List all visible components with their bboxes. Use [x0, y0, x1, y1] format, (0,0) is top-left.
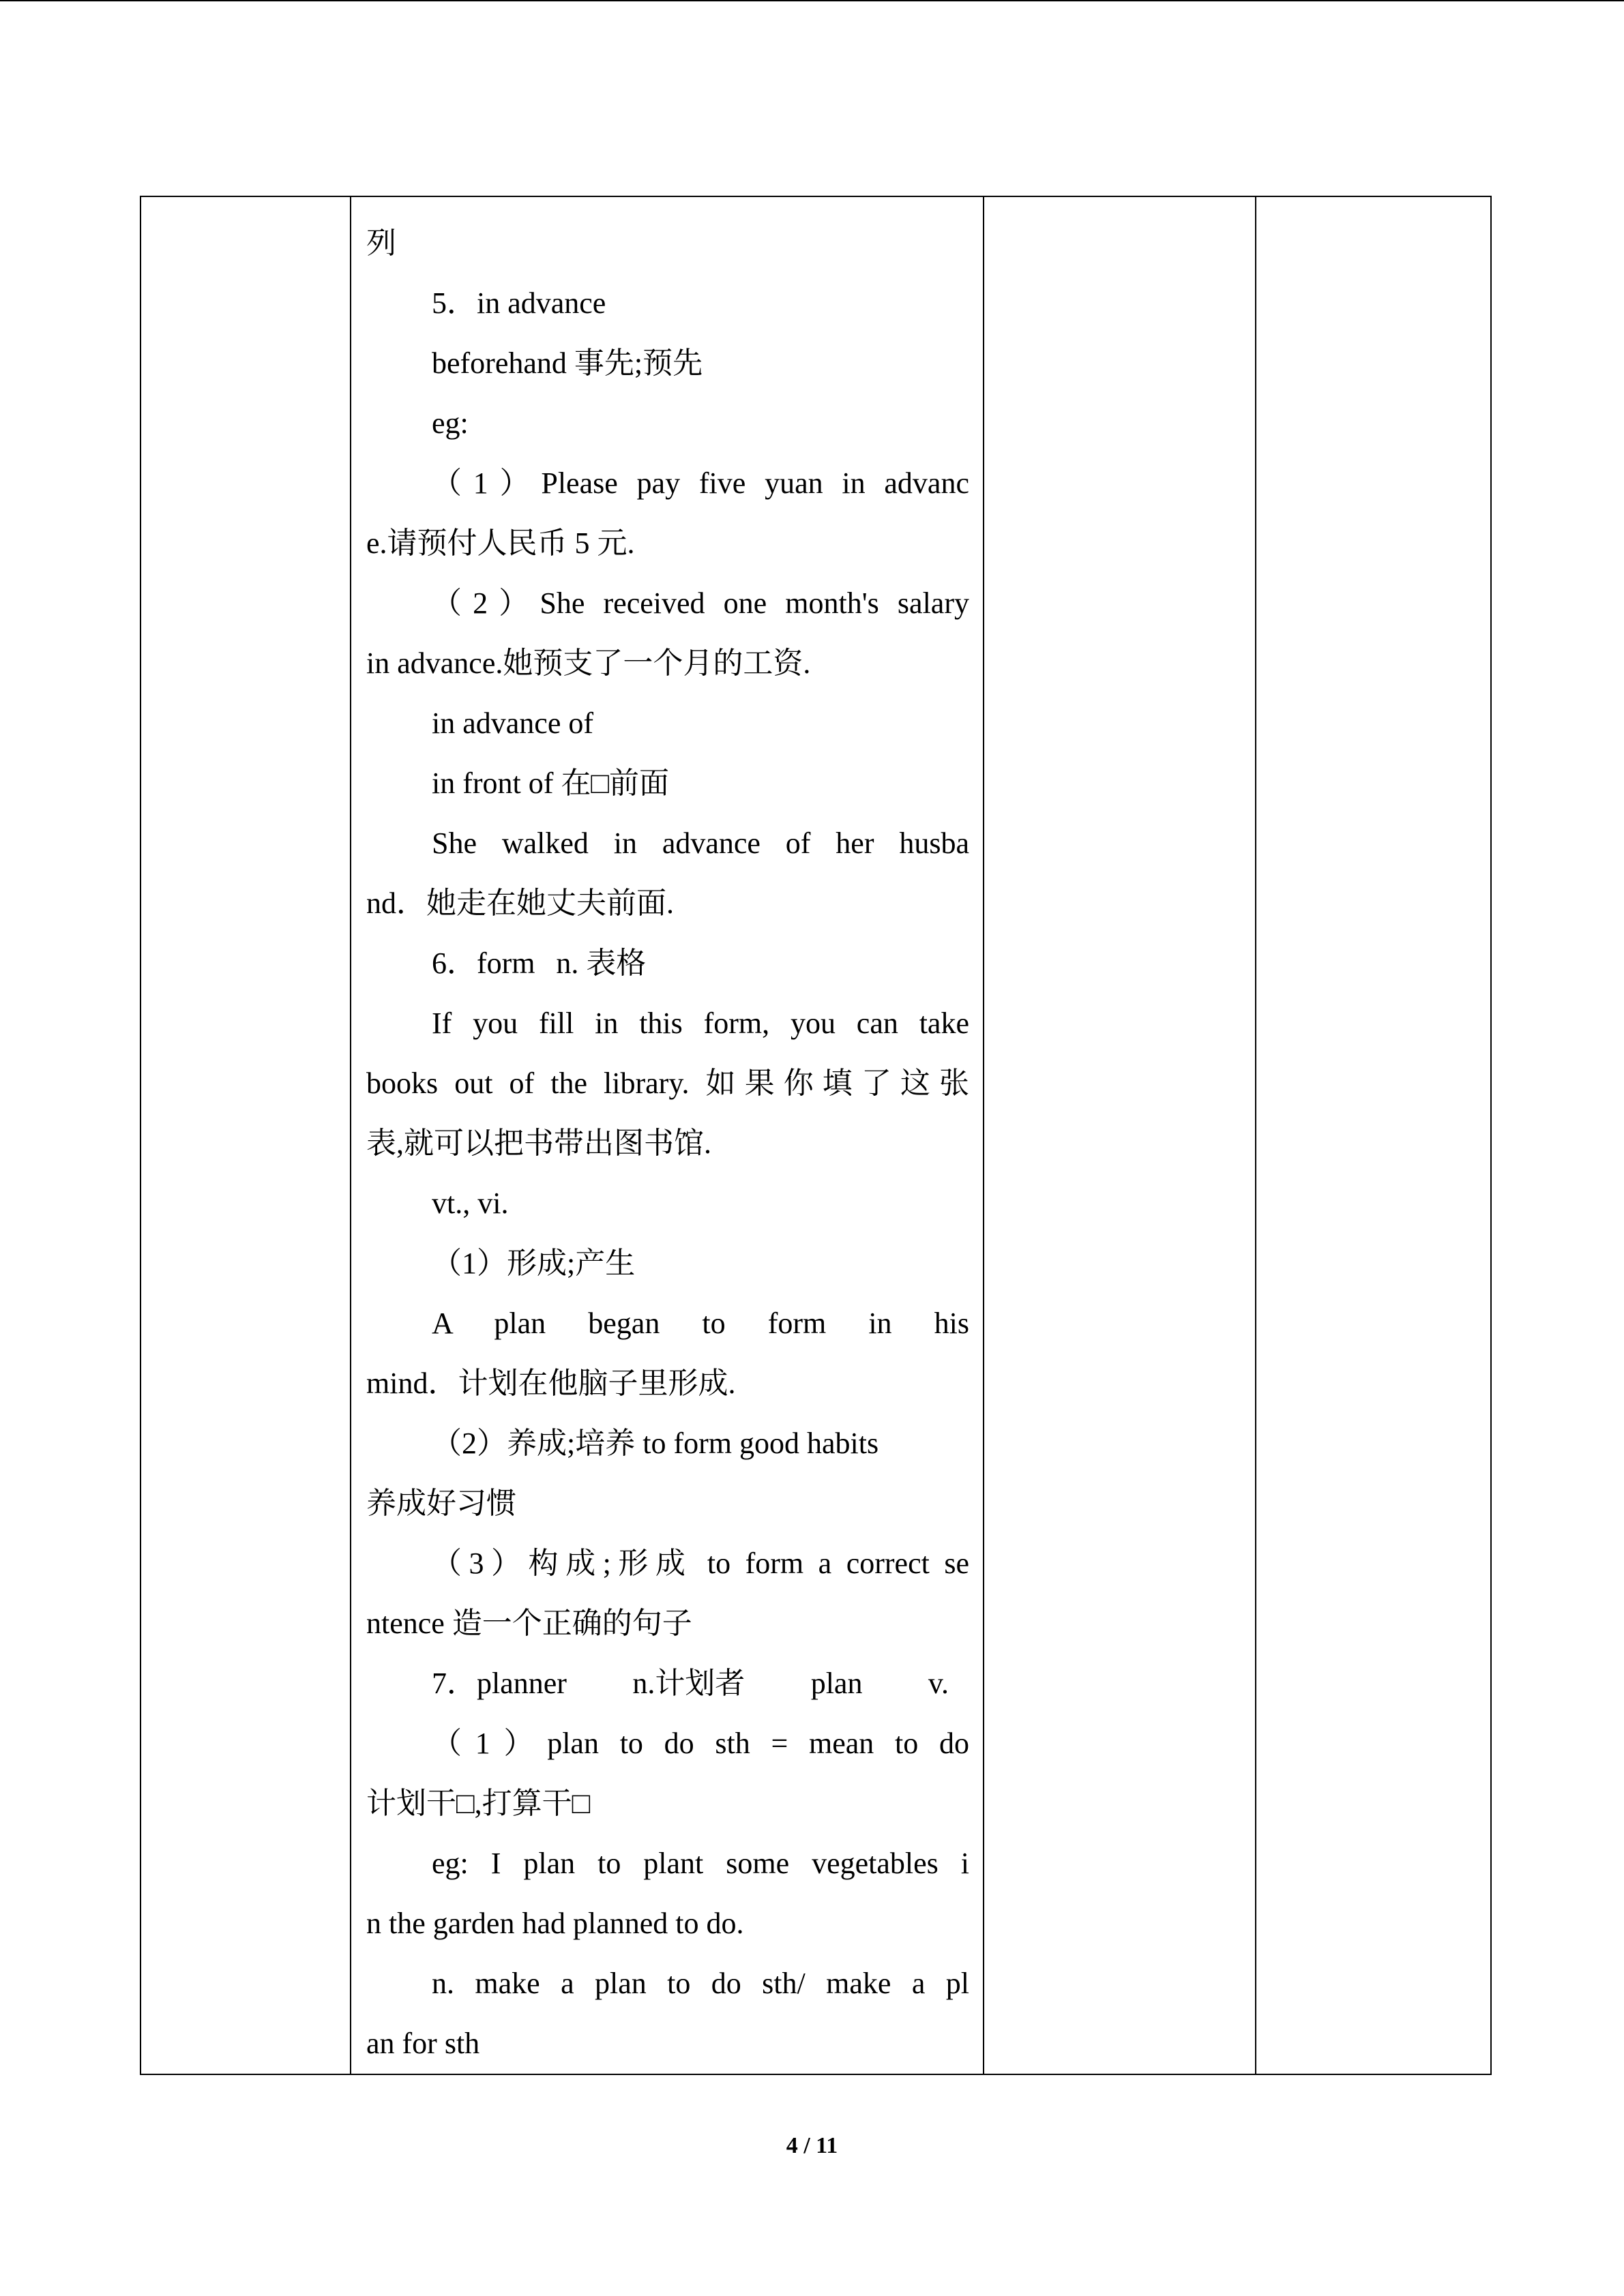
table-cell-blank — [984, 196, 1256, 2074]
text-line — [366, 1654, 969, 1714]
text-line: vt., vi. — [432, 1187, 509, 1220]
text-line: n the garden had planned to do. — [366, 1907, 744, 1940]
content-text — [351, 197, 983, 2074]
table-cell-content — [351, 196, 984, 2074]
text-line: （1）形成;产生 — [432, 1247, 636, 1280]
text-line — [366, 934, 969, 994]
text-line: （1）Please pay five yuan in advanc — [432, 466, 969, 500]
text-line: 表,就可以把书带出图书馆. — [366, 1127, 711, 1160]
text-line: （2）She received one month's salary — [432, 586, 969, 620]
text-line: （1）plan to do sth = mean to do — [432, 1727, 969, 1760]
term-definition: n. 表格 — [556, 946, 647, 980]
text-line: A plan began to form in his — [432, 1307, 969, 1340]
text-line: beforehand 事先;预先 — [432, 346, 703, 380]
text-line: in advance.她预支了一个月的工资. — [366, 646, 811, 680]
text-line: eg: I plan to plant some vegetables i — [432, 1847, 969, 1880]
lesson-table — [140, 196, 1492, 2075]
text-line: eg: — [432, 406, 469, 440]
text-line: nd．她走在她丈夫前面. — [366, 886, 674, 920]
text-line: in advance of — [432, 706, 593, 740]
text-line: ntence 造一个正确的句子 — [366, 1607, 692, 1640]
text-line: in front of 在□前面 — [432, 766, 669, 800]
text-line: If you fill in this form, you can take — [432, 1007, 969, 1040]
text-line: （2）养成;培养 to form good habits — [432, 1427, 879, 1460]
term-pos: v. — [928, 1667, 949, 1700]
text-line: （3）构成;形成 to form a correct se — [432, 1547, 969, 1580]
text-line: books out of the library. 如果你填了这张 — [366, 1067, 969, 1100]
text-line: 养成好习惯 — [366, 1487, 516, 1520]
text-line: mind．计划在他脑子里形成. — [366, 1367, 736, 1400]
text-line: e.请预付人民币 5 元. — [366, 526, 635, 560]
text-line: an for sth — [366, 2027, 480, 2060]
page-top-border — [0, 0, 1624, 1]
text-line: n. make a plan to do sth/ make a pl — [432, 1967, 969, 2000]
text-line: She walked in advance of her husba — [432, 826, 969, 860]
text-line: 5．in advance — [432, 286, 606, 320]
term-word: plan — [810, 1667, 863, 1700]
text-line: 计划干□,打算干□ — [366, 1787, 591, 1820]
term-word: 7．planner — [432, 1667, 567, 1700]
table-cell-left — [141, 196, 351, 2074]
table-cell-right — [1256, 196, 1491, 2074]
term-word: 6．form — [432, 946, 535, 980]
table-row — [141, 196, 1491, 2074]
text-line: 列 — [366, 226, 396, 260]
page-number: 4 / 11 — [786, 2133, 838, 2158]
term-definition: n.计划者 — [632, 1667, 745, 1700]
